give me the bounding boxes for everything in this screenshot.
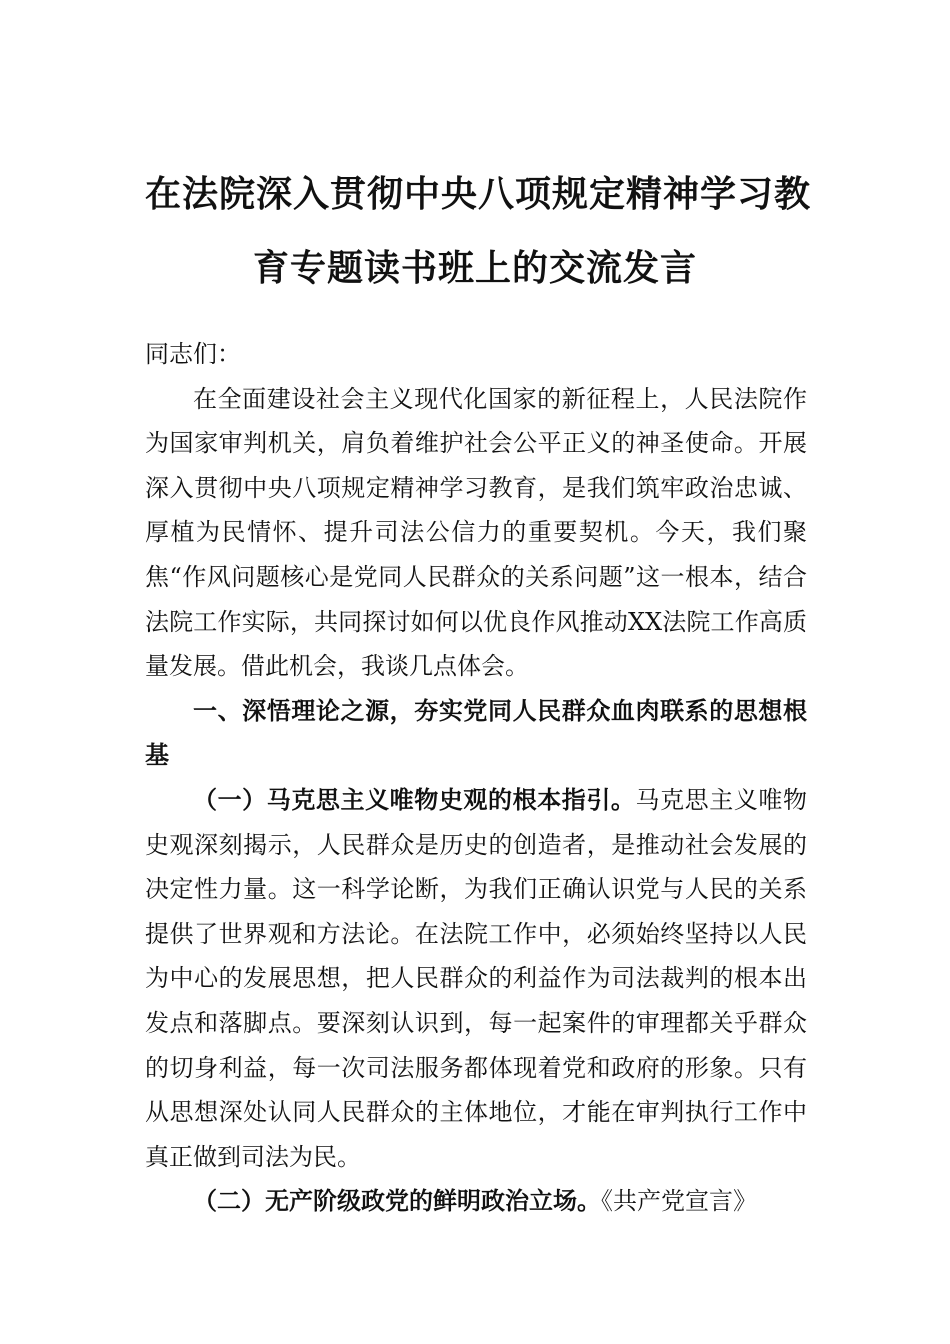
document-body bbox=[145, 332, 807, 1224]
subsection-paragraph-1 bbox=[145, 778, 807, 1179]
title-line-1: 在法院深入贯彻中央八项规定精神学习教 bbox=[145, 174, 812, 215]
title-line-2: 育专题读书班上的交流发言 bbox=[252, 248, 697, 289]
document-title bbox=[145, 158, 812, 306]
subsection-body-1: 马克思主义唯物史观深刻揭示，人民群众是历史的创造者，是推动社会发展的决定性力量。这一科学论断，为我们正确认识党与人民的关系提供了世界观和方法论。在法院工作中，必须始终坚持以人民为中心的发展思想，把人民群众的利益作为司法裁判的根本出发点和落脚点。要深刻认识到，每一起案件的审理都关乎群众的切身利益，每一次司法服务都体现着党和政府的形象。只有从思想深处认同人民群众的主体地位，才能在审判执行工作中真正做到司法为民。 bbox=[145, 785, 807, 1171]
subsection-title-2: （二）无产阶级政党的鲜明政治立场。 bbox=[193, 1186, 601, 1216]
section-heading-1: 一、深悟理论之源，夯实党同人民群众血肉联系的思想根基 bbox=[145, 696, 807, 770]
subsection-paragraph-2 bbox=[145, 1179, 807, 1224]
subsection-title-1: （一）马克思主义唯物史观的根本指引。 bbox=[193, 784, 636, 814]
salutation: 同志们： bbox=[145, 340, 241, 368]
subsection-body-2: 《共产党宣言》 bbox=[601, 1187, 757, 1216]
intro-paragraph: 在全面建设社会主义现代化国家的新征程上，人民法院作为国家审判机关，肩负着维护社会公平正义的神圣使命。开展深入贯彻中央八项规定精神学习教育，是我们筑牢政治忠诚、厚植为民情怀、提升司法公信力的重要契机。今天，我们聚焦“作风问题核心是党同人民群众的关系问题”这一根本，结合法院工作实际，共同探讨如何以优良作风推动XX法院工作高质量发展。借此机会，我谈几点体会。 bbox=[145, 384, 807, 681]
